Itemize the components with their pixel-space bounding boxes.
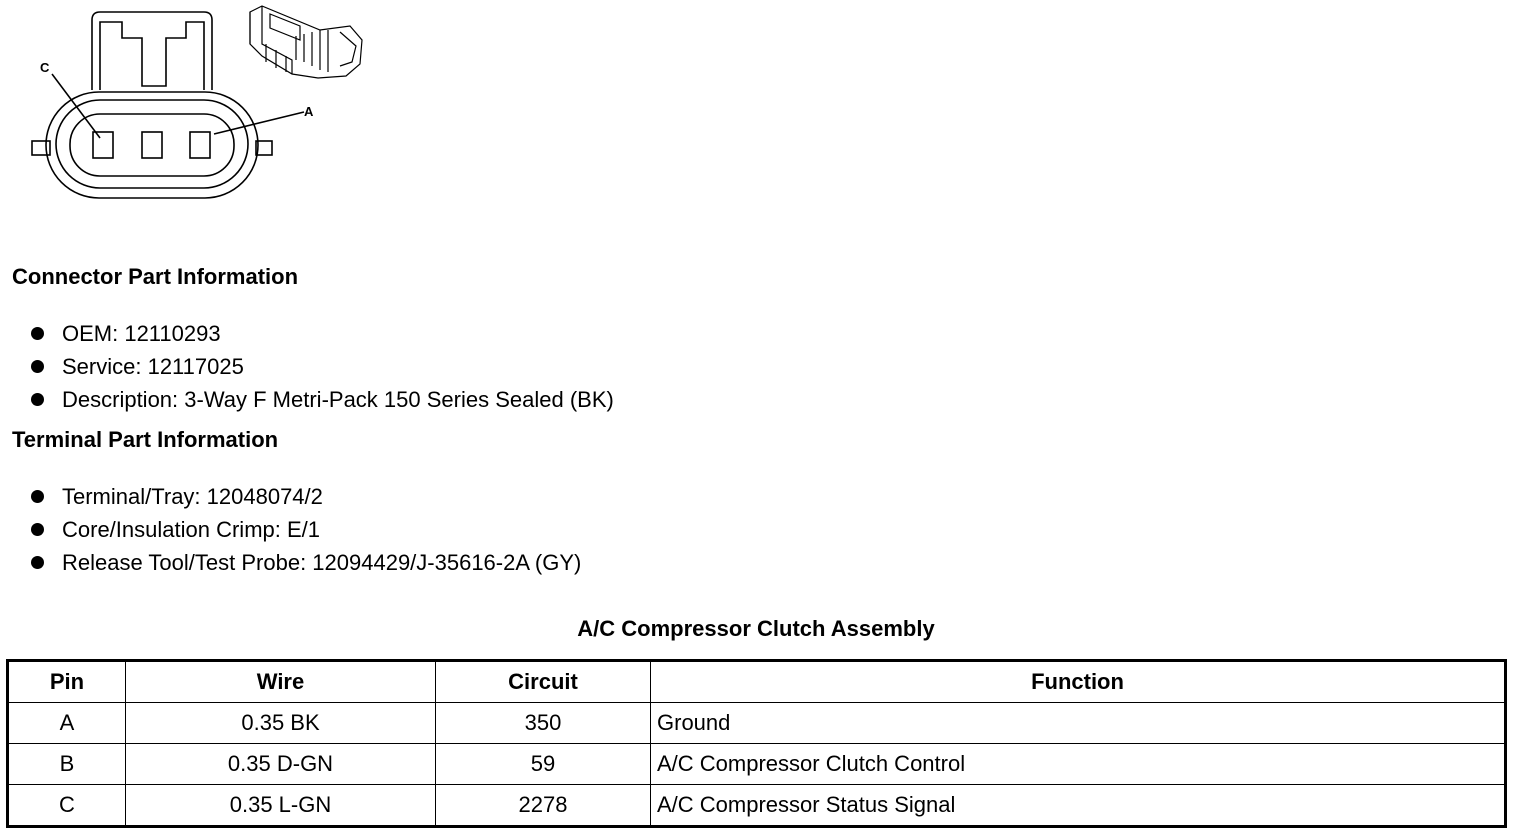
list-item: [28, 546, 581, 579]
bullet-icon: [31, 490, 44, 503]
bullet-icon: [31, 360, 44, 373]
pinout-table: [6, 659, 1507, 828]
connector-description: Description: 3-Way F Metri-Pack 150 Series Sealed (BK): [62, 387, 614, 412]
bullet-icon: [31, 556, 44, 569]
bullet-icon: [31, 523, 44, 536]
table-row: [8, 744, 1506, 785]
list-item: [28, 383, 614, 416]
terminal-tray: Terminal/Tray: 12048074/2: [62, 484, 323, 509]
pin-cell: C: [8, 785, 126, 827]
column-header-function: Function: [651, 661, 1506, 703]
circuit-cell: 59: [436, 744, 651, 785]
core-insulation-crimp: Core/Insulation Crimp: E/1: [62, 517, 320, 542]
table-row: [8, 785, 1506, 827]
function-cell: A/C Compressor Clutch Control: [651, 744, 1506, 785]
connector-part-info-heading: Connector Part Information: [12, 264, 299, 289]
column-header-pin: Pin: [8, 661, 126, 703]
table-row: [8, 703, 1506, 744]
connector-face-drawing: [0, 0, 380, 220]
pin-a-label: A: [304, 104, 314, 119]
list-item: [28, 513, 581, 546]
circuit-cell: 350: [436, 703, 651, 744]
wire-cell: 0.35 L-GN: [126, 785, 436, 827]
pin-c-label: C: [40, 60, 50, 75]
pin-cell: B: [8, 744, 126, 785]
function-cell: A/C Compressor Status Signal: [651, 785, 1506, 827]
bullet-icon: [31, 327, 44, 340]
wire-cell: 0.35 BK: [126, 703, 436, 744]
oem-part-number: OEM: 12110293: [62, 321, 221, 346]
pin-cell: A: [8, 703, 126, 744]
terminal-part-info-list: [28, 480, 581, 579]
circuit-cell: 2278: [436, 785, 651, 827]
connector-part-info-list: [28, 317, 614, 416]
list-item: [28, 317, 614, 350]
wire-cell: 0.35 D-GN: [126, 744, 436, 785]
column-header-wire: Wire: [126, 661, 436, 703]
table-header-row: [8, 661, 1506, 703]
table-title: A/C Compressor Clutch Assembly: [577, 616, 935, 641]
function-cell: Ground: [651, 703, 1506, 744]
column-header-circuit: Circuit: [436, 661, 651, 703]
list-item: [28, 480, 581, 513]
release-tool: Release Tool/Test Probe: 12094429/J-35616-2A (GY): [62, 550, 582, 575]
terminal-part-info-heading: Terminal Part Information: [12, 427, 279, 452]
service-part-number: Service: 12117025: [62, 354, 244, 379]
list-item: [28, 350, 614, 383]
bullet-icon: [31, 393, 44, 406]
connector-diagram: [0, 0, 380, 220]
